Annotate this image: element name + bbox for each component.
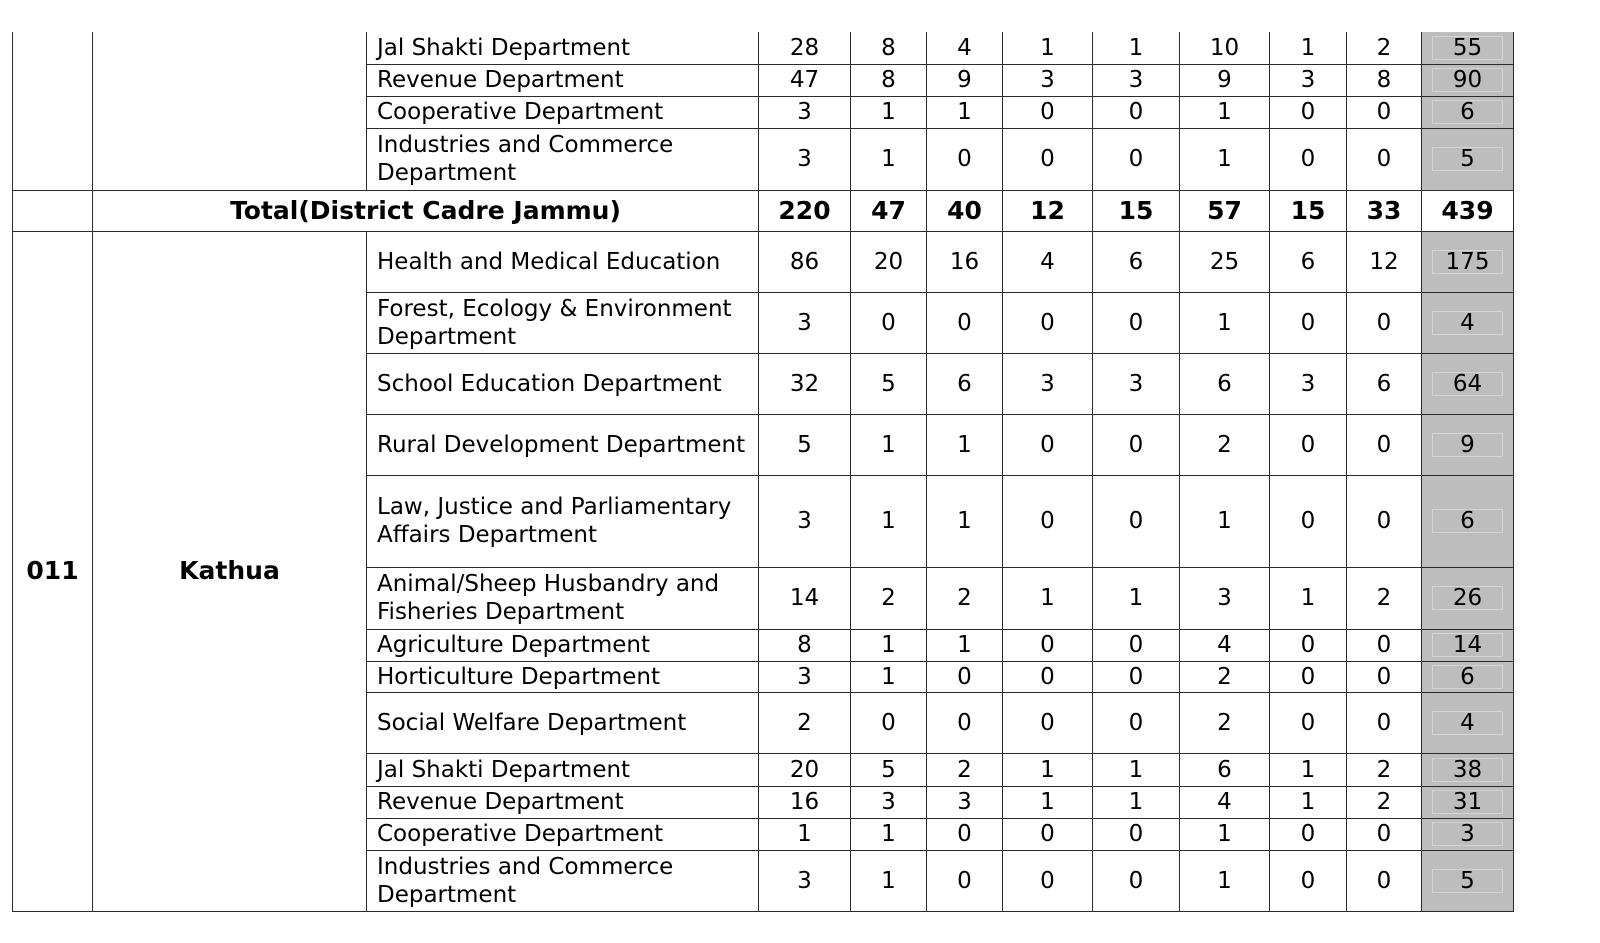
department-cell: Revenue Department <box>367 786 759 818</box>
total-cell <box>1422 567 1514 629</box>
value-cell: 0 <box>1270 96 1347 128</box>
total-cell <box>1422 96 1514 128</box>
subtotal-grand-total: 439 <box>1422 190 1514 231</box>
value-cell: 0 <box>1093 96 1180 128</box>
total-cell <box>1422 753 1514 786</box>
value-cell: 8 <box>851 64 927 96</box>
value-cell: 9 <box>927 64 1003 96</box>
value-cell: 2 <box>927 567 1003 629</box>
value-cell: 1 <box>759 818 851 850</box>
value-cell: 1 <box>1180 96 1270 128</box>
value-cell: 1 <box>1093 32 1180 64</box>
department-cell: Revenue Department <box>367 64 759 96</box>
value-cell: 1 <box>851 475 927 567</box>
value-cell: 3 <box>1270 353 1347 414</box>
value-cell: 0 <box>1093 128 1180 190</box>
department-cell: School Education Department <box>367 353 759 414</box>
value-cell: 0 <box>1093 475 1180 567</box>
value-cell: 2 <box>1180 692 1270 753</box>
value-cell: 28 <box>759 32 851 64</box>
total-cell <box>1422 231 1514 292</box>
value-cell: 0 <box>1003 475 1093 567</box>
value-cell: 0 <box>1093 414 1180 475</box>
value-cell: 0 <box>1003 692 1093 753</box>
value-cell: 0 <box>1093 692 1180 753</box>
value-cell: 0 <box>1093 818 1180 850</box>
value-cell: 12 <box>1347 231 1422 292</box>
value-cell: 0 <box>1093 292 1180 353</box>
value-cell: 3 <box>759 850 851 911</box>
total-cell <box>1422 292 1514 353</box>
department-cell: Jal Shakti Department <box>367 753 759 786</box>
department-cell: Jal Shakti Department <box>367 32 759 64</box>
total-value: 38 <box>1432 758 1503 782</box>
value-cell: 4 <box>1180 629 1270 661</box>
value-cell: 2 <box>1180 661 1270 692</box>
value-cell: 1 <box>927 475 1003 567</box>
district-cell-continued <box>93 32 367 190</box>
total-cell <box>1422 64 1514 96</box>
district-name: Kathua <box>93 231 367 911</box>
value-cell: 1 <box>851 661 927 692</box>
value-cell: 8 <box>851 32 927 64</box>
value-cell: 4 <box>927 32 1003 64</box>
total-cell <box>1422 629 1514 661</box>
value-cell: 0 <box>1270 850 1347 911</box>
value-cell: 0 <box>1003 414 1093 475</box>
value-cell: 3 <box>1003 64 1093 96</box>
subtotal-label: Total(District Cadre Jammu) <box>93 190 759 231</box>
value-cell: 20 <box>759 753 851 786</box>
total-cell <box>1422 475 1514 567</box>
total-cell <box>1422 850 1514 911</box>
total-value: 4 <box>1432 311 1503 335</box>
total-value: 6 <box>1432 665 1503 689</box>
value-cell: 3 <box>1270 64 1347 96</box>
value-cell: 1 <box>1180 818 1270 850</box>
value-cell: 1 <box>1180 475 1270 567</box>
value-cell: 1 <box>1270 786 1347 818</box>
value-cell: 3 <box>759 128 851 190</box>
value-cell: 1 <box>1093 753 1180 786</box>
value-cell: 0 <box>1270 818 1347 850</box>
department-cell: Law, Justice and Parliamentary Affairs Department <box>367 475 759 567</box>
value-cell: 3 <box>1093 64 1180 96</box>
total-cell <box>1422 353 1514 414</box>
value-cell: 0 <box>1347 818 1422 850</box>
value-cell: 0 <box>1003 661 1093 692</box>
value-cell: 0 <box>1003 128 1093 190</box>
value-cell: 16 <box>927 231 1003 292</box>
code-cell-continued <box>13 32 93 190</box>
value-cell: 2 <box>1347 32 1422 64</box>
value-cell: 1 <box>1180 850 1270 911</box>
value-cell: 0 <box>1270 629 1347 661</box>
value-cell: 3 <box>1093 353 1180 414</box>
value-cell: 3 <box>927 786 1003 818</box>
value-cell: 20 <box>851 231 927 292</box>
value-cell: 1 <box>851 818 927 850</box>
subtotal-value: 15 <box>1270 190 1347 231</box>
total-value: 64 <box>1432 372 1503 396</box>
department-cell: Rural Development Department <box>367 414 759 475</box>
total-cell <box>1422 818 1514 850</box>
subtotal-row <box>13 190 1514 231</box>
value-cell: 0 <box>1003 96 1093 128</box>
total-value: 4 <box>1432 711 1503 735</box>
value-cell: 6 <box>1180 753 1270 786</box>
value-cell: 0 <box>927 128 1003 190</box>
value-cell: 32 <box>759 353 851 414</box>
value-cell: 1 <box>1003 786 1093 818</box>
department-cell: Industries and Commerce Department <box>367 128 759 190</box>
total-value: 175 <box>1432 250 1503 274</box>
value-cell: 0 <box>1347 96 1422 128</box>
value-cell: 1 <box>1270 32 1347 64</box>
value-cell: 14 <box>759 567 851 629</box>
value-cell: 5 <box>759 414 851 475</box>
value-cell: 4 <box>1003 231 1093 292</box>
value-cell: 6 <box>1180 353 1270 414</box>
value-cell: 5 <box>851 753 927 786</box>
value-cell: 10 <box>1180 32 1270 64</box>
value-cell: 0 <box>1003 629 1093 661</box>
value-cell: 0 <box>927 818 1003 850</box>
total-cell <box>1422 692 1514 753</box>
total-cell <box>1422 661 1514 692</box>
subtotal-value: 12 <box>1003 190 1093 231</box>
value-cell: 0 <box>927 692 1003 753</box>
value-cell: 1 <box>1093 786 1180 818</box>
value-cell: 1 <box>1003 567 1093 629</box>
department-cell: Social Welfare Department <box>367 692 759 753</box>
value-cell: 2 <box>1180 414 1270 475</box>
value-cell: 8 <box>759 629 851 661</box>
code-cell-continued <box>13 190 93 231</box>
value-cell: 0 <box>1093 629 1180 661</box>
value-cell: 1 <box>851 629 927 661</box>
posts-distribution-table <box>12 32 1514 912</box>
department-cell: Cooperative Department <box>367 96 759 128</box>
value-cell: 0 <box>1270 692 1347 753</box>
department-cell: Health and Medical Education <box>367 231 759 292</box>
value-cell: 0 <box>851 292 927 353</box>
value-cell: 0 <box>1003 292 1093 353</box>
total-value: 3 <box>1432 822 1503 846</box>
value-cell: 0 <box>1093 850 1180 911</box>
value-cell: 0 <box>1270 292 1347 353</box>
value-cell: 4 <box>1180 786 1270 818</box>
value-cell: 1 <box>851 414 927 475</box>
department-cell: Forest, Ecology & Environment Department <box>367 292 759 353</box>
value-cell: 1 <box>1003 32 1093 64</box>
value-cell: 0 <box>1347 414 1422 475</box>
value-cell: 0 <box>1347 475 1422 567</box>
value-cell: 2 <box>927 753 1003 786</box>
value-cell: 1 <box>851 96 927 128</box>
value-cell: 0 <box>1347 629 1422 661</box>
department-cell: Animal/Sheep Husbandry and Fisheries Department <box>367 567 759 629</box>
subtotal-value: 47 <box>851 190 927 231</box>
value-cell: 2 <box>759 692 851 753</box>
value-cell: 0 <box>1003 850 1093 911</box>
value-cell: 1 <box>927 629 1003 661</box>
value-cell: 0 <box>927 661 1003 692</box>
department-cell: Industries and Commerce Department <box>367 850 759 911</box>
value-cell: 5 <box>851 353 927 414</box>
total-value: 31 <box>1432 790 1503 814</box>
value-cell: 1 <box>927 96 1003 128</box>
value-cell: 25 <box>1180 231 1270 292</box>
value-cell: 16 <box>759 786 851 818</box>
table-row <box>13 32 1514 64</box>
value-cell: 0 <box>1347 661 1422 692</box>
total-value: 26 <box>1432 586 1503 610</box>
value-cell: 6 <box>1093 231 1180 292</box>
value-cell: 0 <box>1270 475 1347 567</box>
subtotal-value: 220 <box>759 190 851 231</box>
department-cell: Cooperative Department <box>367 818 759 850</box>
total-cell <box>1422 32 1514 64</box>
value-cell: 2 <box>851 567 927 629</box>
value-cell: 1 <box>1003 753 1093 786</box>
value-cell: 0 <box>1347 292 1422 353</box>
value-cell: 1 <box>1180 292 1270 353</box>
value-cell: 1 <box>1180 128 1270 190</box>
value-cell: 8 <box>1347 64 1422 96</box>
value-cell: 47 <box>759 64 851 96</box>
total-value: 55 <box>1432 36 1503 60</box>
table-body <box>13 32 1514 911</box>
value-cell: 3 <box>1003 353 1093 414</box>
department-cell: Agriculture Department <box>367 629 759 661</box>
total-value: 90 <box>1432 68 1503 92</box>
value-cell: 1 <box>851 850 927 911</box>
value-cell: 0 <box>1347 850 1422 911</box>
value-cell: 0 <box>1347 128 1422 190</box>
total-value: 6 <box>1432 100 1503 124</box>
total-value: 9 <box>1432 433 1503 457</box>
district-code: 011 <box>13 231 93 911</box>
total-cell <box>1422 786 1514 818</box>
department-cell: Horticulture Department <box>367 661 759 692</box>
total-value: 14 <box>1432 633 1503 657</box>
value-cell: 9 <box>1180 64 1270 96</box>
value-cell: 3 <box>759 661 851 692</box>
value-cell: 6 <box>927 353 1003 414</box>
value-cell: 1 <box>1270 753 1347 786</box>
table-row <box>13 231 1514 292</box>
value-cell: 2 <box>1347 567 1422 629</box>
value-cell: 1 <box>1093 567 1180 629</box>
value-cell: 0 <box>851 692 927 753</box>
value-cell: 0 <box>1270 414 1347 475</box>
value-cell: 6 <box>1270 231 1347 292</box>
total-value: 6 <box>1432 509 1503 533</box>
value-cell: 2 <box>1347 786 1422 818</box>
value-cell: 1 <box>1270 567 1347 629</box>
value-cell: 2 <box>1347 753 1422 786</box>
value-cell: 0 <box>1003 818 1093 850</box>
total-value: 5 <box>1432 869 1503 893</box>
value-cell: 3 <box>759 292 851 353</box>
subtotal-value: 57 <box>1180 190 1270 231</box>
value-cell: 1 <box>851 128 927 190</box>
value-cell: 6 <box>1347 353 1422 414</box>
value-cell: 0 <box>1347 692 1422 753</box>
value-cell: 3 <box>1180 567 1270 629</box>
value-cell: 0 <box>1270 661 1347 692</box>
value-cell: 1 <box>927 414 1003 475</box>
subtotal-value: 33 <box>1347 190 1422 231</box>
total-cell <box>1422 414 1514 475</box>
value-cell: 3 <box>759 96 851 128</box>
total-cell <box>1422 128 1514 190</box>
value-cell: 3 <box>759 475 851 567</box>
value-cell: 0 <box>1093 661 1180 692</box>
value-cell: 0 <box>927 292 1003 353</box>
total-value: 5 <box>1432 147 1503 171</box>
subtotal-value: 40 <box>927 190 1003 231</box>
value-cell: 86 <box>759 231 851 292</box>
subtotal-value: 15 <box>1093 190 1180 231</box>
value-cell: 0 <box>927 850 1003 911</box>
value-cell: 0 <box>1270 128 1347 190</box>
value-cell: 3 <box>851 786 927 818</box>
